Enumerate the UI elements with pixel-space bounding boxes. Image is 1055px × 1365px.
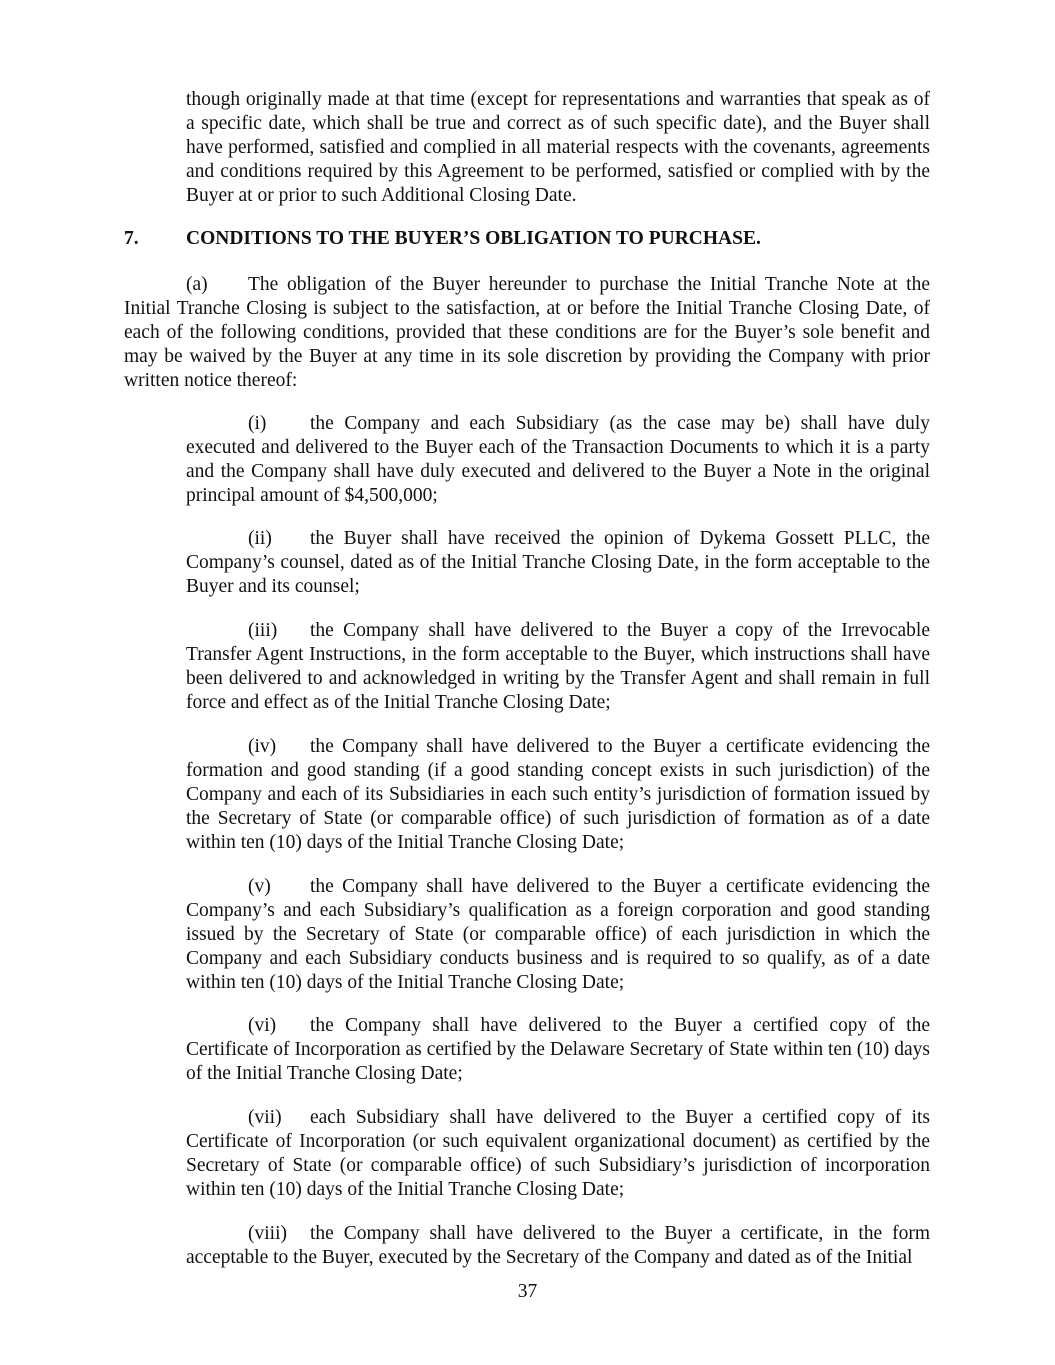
condition-text: the Company shall have delivered to the Buyer a certificate, in the form acceptable to the Buyer, executed by the Secretary of the Company and dated as of the Initial [186, 1223, 930, 1268]
paragraph-a [124, 273, 930, 393]
condition-text: the Company shall have delivered to the Buyer a certificate evidencing the formation and good standing (if a good standing concept exists in such jurisdiction) of the Company and each of its Subsidiaries in each such entity’s jurisdiction of formation issued by the Secretary of State (or comparable office) of such jurisdiction of formation as of a date within ten (10) days of the Initial Tranche Closing Date; [186, 736, 930, 853]
condition-text: the Buyer shall have received the opinion of Dykema Gossett PLLC, the Company’s counsel, dated as of the Initial Tranche Closing Date, in the form acceptable to the Buyer and its counsel; [186, 528, 930, 597]
condition-item-viii [186, 1222, 930, 1270]
paragraph-a-marker: (a) [186, 274, 208, 295]
condition-marker: (vii) [248, 1107, 282, 1128]
condition-marker: (viii) [248, 1223, 287, 1244]
page-number: 37 [517, 1281, 538, 1302]
condition-marker: (iv) [248, 736, 277, 757]
condition-marker: (vi) [248, 1015, 277, 1036]
condition-text: the Company shall have delivered to the Buyer a certificate evidencing the Company’s and each Subsidiary’s qualification as a foreign corporation and good standing issued by the Secretary of State (or comparable office) of each jurisdiction in which the Company and each Subsidiary conducts business and is required to so qualify, as of a date within ten (10) days of the Initial Tranche Closing Date; [186, 876, 930, 993]
condition-item-vi [186, 1014, 930, 1086]
condition-item-iii [186, 619, 930, 715]
section-title: CONDITIONS TO THE BUYER’S OBLIGATION TO PURCHASE. [186, 228, 761, 249]
paragraph-a-text: The obligation of the Buyer hereunder to purchase the Initial Tranche Note at the Initial Tranche Closing is subject to the satisfaction, at or before the Initial Tranche Closing Date, of each of the following conditions, provided that these conditions are for the Buyer’s sole benefit and may be waived by the Buyer at any time in its sole discretion by providing the Company with prior written notice thereof: [124, 274, 930, 391]
condition-text: each Subsidiary shall have delivered to the Buyer a certified copy of its Certificate of Incorporation (or such equivalent organizational document) as certified by the Secretary of State (or comparable office) of such Subsidiary’s jurisdiction of incorporation within ten (10) days of the Initial Tranche Closing Date; [186, 1107, 930, 1200]
condition-text: the Company shall have delivered to the Buyer a certified copy of the Certificate of Incorporation as certified by the Delaware Secretary of State within ten (10) days of the Initial Tranche Closing Date; [186, 1015, 930, 1084]
condition-item-vii [186, 1106, 930, 1202]
condition-item-i [186, 412, 930, 508]
condition-item-ii [186, 527, 930, 599]
section-heading [124, 227, 761, 251]
continuation-paragraph: though originally made at that time (except for representations and warranties that speak as of a specific date, which shall be true and correct as of such specific date), and the Buyer shall have performed, satisfied and complied in all material respects with the covenants, agreements and conditions required by this Agreement to be performed, satisfied or complied with by the Buyer at or prior to such Additional Closing Date. [186, 89, 930, 206]
condition-marker: (i) [248, 413, 267, 434]
condition-item-v [186, 875, 930, 995]
condition-item-iv [186, 735, 930, 855]
section-number: 7. [124, 228, 139, 249]
condition-marker: (ii) [248, 528, 272, 549]
condition-marker: (iii) [248, 620, 278, 641]
condition-text: the Company shall have delivered to the Buyer a copy of the Irrevocable Transfer Agent Instructions, in the form acceptable to the Buyer, which instructions shall have been delivered to and acknowledged in writing by the Transfer Agent and shall remain in full force and effect as of the Initial Tranche Closing Date; [186, 620, 930, 713]
condition-marker: (v) [248, 876, 271, 897]
condition-text: the Company and each Subsidiary (as the case may be) shall have duly executed and delivered to the Buyer each of the Transaction Documents to which it is a party and the Company shall have duly executed and delivered to the Buyer a Note in the original principal amount of $4,500,000; [186, 413, 930, 506]
